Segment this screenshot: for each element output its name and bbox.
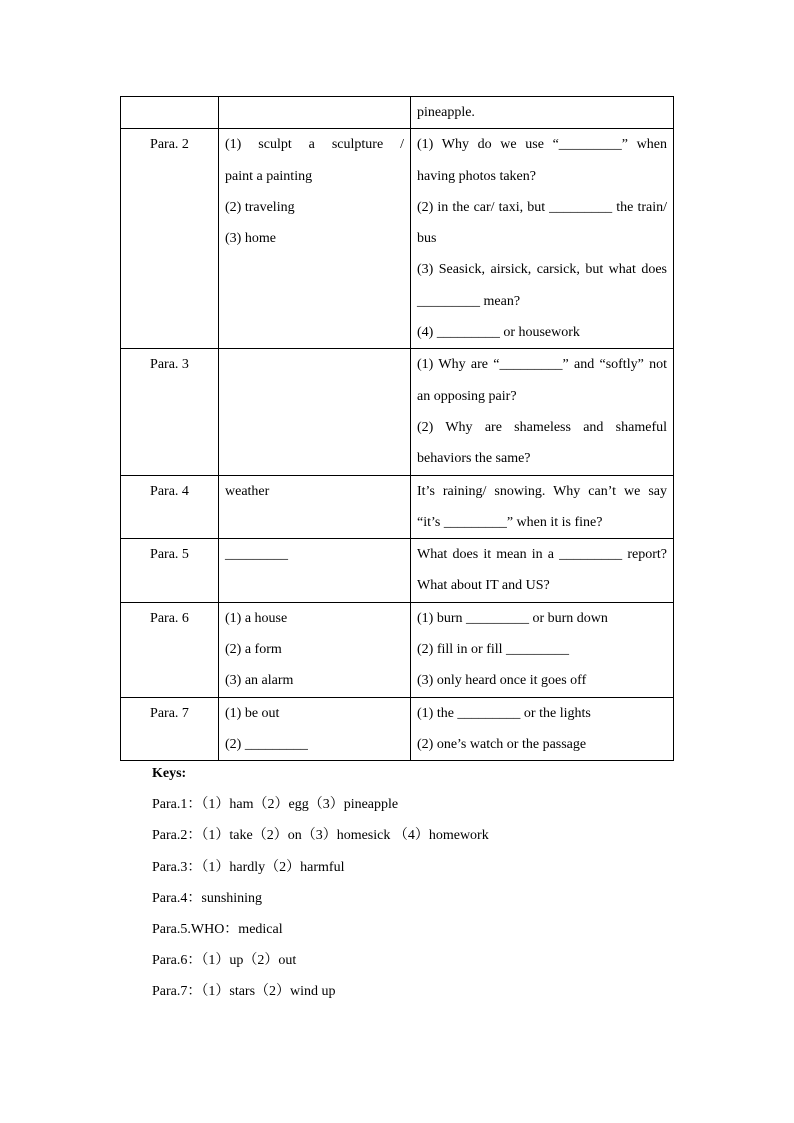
key-line: Para.4：sunshining: [152, 890, 263, 906]
topic-line: (3) home: [225, 231, 276, 247]
question-line: (3) Seasick, airsick, carsick, but what does: [417, 262, 667, 278]
para-cell: [121, 97, 219, 129]
question-line: pineapple.: [417, 105, 475, 120]
para-cell: Para. 6: [121, 602, 219, 697]
question-line: (1) the _________ or the lights: [417, 705, 591, 721]
question-line: having photos taken?: [417, 168, 536, 184]
topic-cell: [219, 129, 411, 349]
para-cell: Para. 3: [121, 349, 219, 475]
vocabulary-table: [120, 96, 674, 761]
question-cell: [411, 349, 674, 475]
para-cell: Para. 5: [121, 539, 219, 603]
topic-line: paint a painting: [225, 168, 313, 184]
para-cell: Para. 4: [121, 475, 219, 539]
table-row: [121, 129, 674, 349]
table-row: [121, 602, 674, 697]
topic-line: (2) _________: [225, 736, 308, 752]
para-cell: Para. 2: [121, 129, 219, 349]
question-cell: [411, 129, 674, 349]
question-line: (4) _________ or housework: [417, 325, 580, 341]
topic-cell: [219, 697, 411, 761]
topic-line: (3) an alarm: [225, 673, 294, 689]
question-line: (2) Why are shameless and shameful: [417, 419, 667, 435]
topic-line: weather: [225, 483, 270, 499]
key-line: Para.2：（1）take（2）on（3）homesick （4）homework: [152, 828, 489, 844]
key-line: Para.3：（1）hardly（2）harmful: [152, 859, 345, 875]
topic-line: (1) be out: [225, 705, 280, 721]
key-line: Para.7：（1）stars（2）wind up: [152, 984, 336, 1000]
question-line: (2) one’s watch or the passage: [417, 736, 587, 752]
question-line: (2) in the car/ taxi, but _________ the train/: [417, 199, 667, 215]
question-cell: [411, 697, 674, 761]
keys-heading: Keys:: [152, 766, 187, 781]
topic-line: (2) a form: [225, 642, 282, 658]
question-line: (1) burn _________ or burn down: [417, 610, 608, 626]
question-line: (1) Why are “_________” and “softly” not: [417, 357, 667, 373]
table-row: [121, 97, 674, 129]
table-row: [121, 475, 674, 539]
question-line: an opposing pair?: [417, 388, 517, 404]
key-line: Para.1：（1）ham（2）egg（3）pineapple: [152, 797, 399, 813]
topic-line: (2) traveling: [225, 199, 295, 215]
question-line: “it’s _________” when it is fine?: [417, 514, 603, 530]
topic-cell: [219, 539, 411, 603]
topic-line: (1) sculpt a sculpture /: [225, 137, 404, 153]
key-line: Para.5.WHO：medical: [152, 922, 283, 938]
topic-line: (1) a house: [225, 610, 288, 626]
question-cell: [411, 475, 674, 539]
question-line: What about IT and US?: [417, 578, 550, 594]
answer-keys: [152, 758, 489, 1008]
para-cell: Para. 7: [121, 697, 219, 761]
table-row: [121, 349, 674, 475]
question-line: (3) only heard once it goes off: [417, 673, 587, 689]
key-line: Para.6：（1）up（2）out: [152, 953, 297, 969]
question-line: It’s raining/ snowing. Why can’t we say: [417, 483, 667, 499]
topic-cell: [219, 97, 411, 129]
topic-line: _________: [225, 547, 288, 563]
question-cell: [411, 97, 674, 129]
topic-cell: [219, 602, 411, 697]
question-line: (1) Why do we use “_________” when: [417, 137, 667, 153]
question-line: _________ mean?: [417, 293, 521, 309]
question-cell: [411, 602, 674, 697]
question-line: (2) fill in or fill _________: [417, 642, 570, 658]
question-line: behaviors the same?: [417, 451, 531, 467]
question-cell: [411, 539, 674, 603]
table-row: [121, 697, 674, 761]
topic-cell: [219, 475, 411, 539]
table-row: [121, 539, 674, 603]
topic-cell: [219, 349, 411, 475]
question-line: bus: [417, 231, 437, 247]
question-line: What does it mean in a _________ report?: [417, 547, 667, 563]
